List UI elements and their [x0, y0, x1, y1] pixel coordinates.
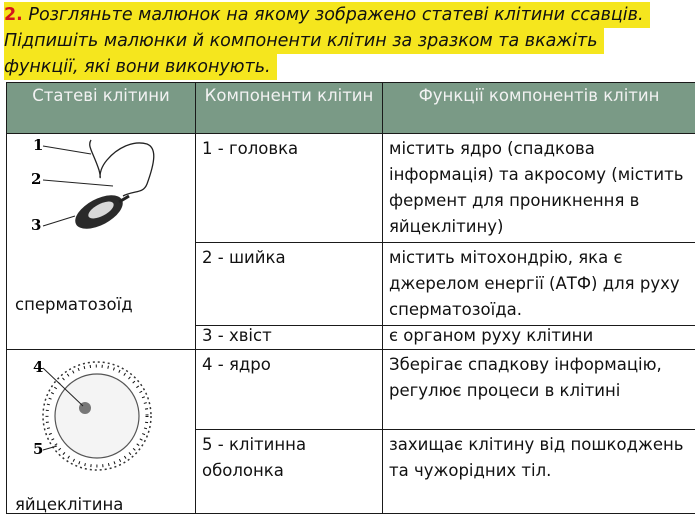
- component-cell: 1 - головка: [196, 134, 383, 243]
- task-number: 2.: [4, 5, 23, 25]
- function-cell: захищає клітину від пошкоджень та чужорідних тіл.: [383, 430, 695, 514]
- header-cells: Статеві клітини: [7, 83, 196, 134]
- mark-4: 4: [33, 358, 44, 376]
- task-line-1: [4, 2, 650, 28]
- egg-label: яйцеклітина: [15, 495, 124, 514]
- table-row: [7, 134, 695, 243]
- mark-3: 3: [31, 216, 42, 234]
- cells-table: [6, 82, 695, 514]
- sperm-cell-drawing: [7, 134, 183, 244]
- header-components: Компоненти клітин: [196, 83, 383, 134]
- mark-5: 5: [33, 440, 44, 458]
- component-cell: 4 - ядро: [196, 350, 383, 430]
- egg-cell-drawing: [7, 350, 183, 500]
- component-cell: 3 - хвіст: [196, 326, 383, 350]
- mark-1: 1: [33, 136, 44, 154]
- sperm-label: сперматозоїд: [15, 295, 133, 314]
- table-row: [7, 350, 695, 430]
- table-header-row: [7, 83, 695, 134]
- header-functions: Функції компонентів клітин: [383, 83, 695, 134]
- function-cell: містить ядро (спадкова інформація) та акросому (містить фермент для проникнення в яйцеклітину): [383, 134, 695, 243]
- egg-cell-cell: [7, 350, 196, 514]
- sperm-cell-cell: [7, 134, 196, 350]
- function-cell: є органом руху клітини: [383, 326, 695, 350]
- function-cell: містить мітохондрію, яка є джерелом енергії (АТФ) для руху сперматозоїда.: [383, 243, 695, 326]
- task-line-3: функції, які вони виконують.: [4, 54, 277, 80]
- component-cell: 5 - клітинна оболонка: [196, 430, 383, 514]
- function-cell: Зберігає спадкову інформацію, регулює процеси в клітині: [383, 350, 695, 430]
- task-text-1: Розгляньте малюнок на якому зображено статеві клітини ссавців.: [28, 5, 644, 25]
- component-cell: 2 - шийка: [196, 243, 383, 326]
- mark-2: 2: [31, 170, 42, 188]
- task-line-2: Підпишіть малюнки й компоненти клітин за зразком та вкажіть: [4, 28, 604, 54]
